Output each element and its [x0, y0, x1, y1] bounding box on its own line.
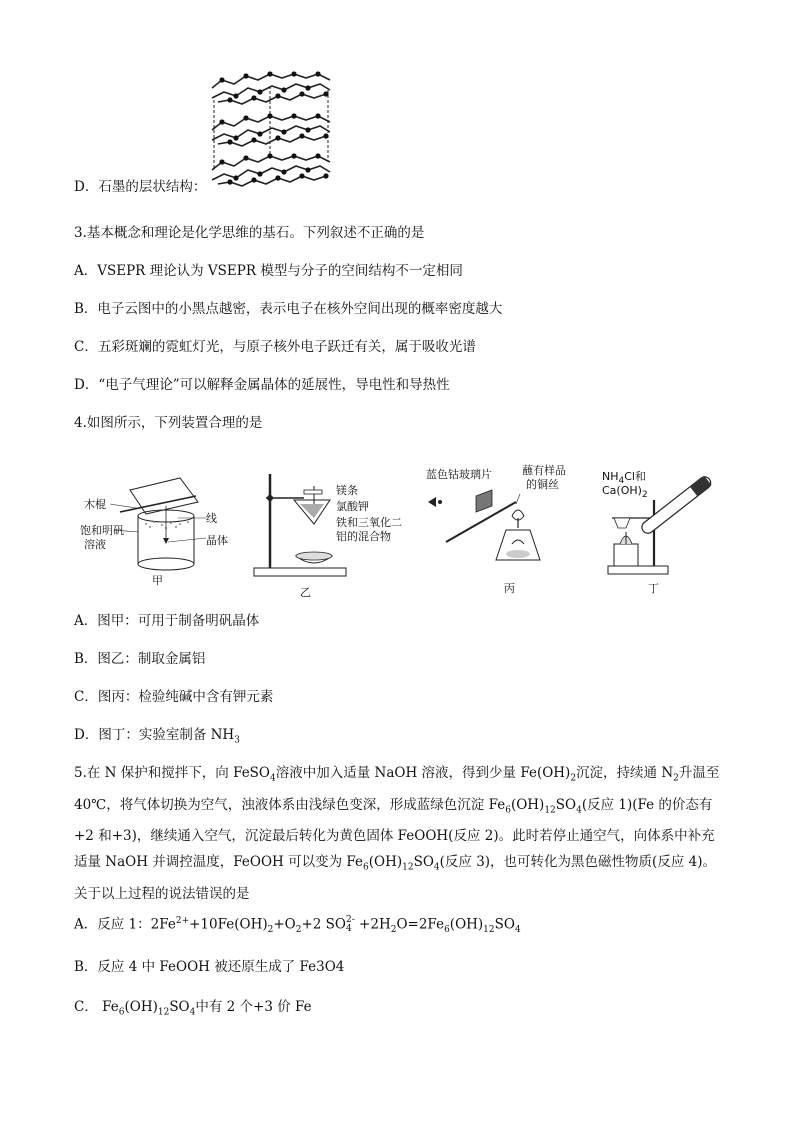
q2-option-d: D．石墨的层状结构：: [74, 179, 207, 195]
bing-label-glass: 蓝色钴玻璃片: [426, 468, 492, 481]
q5-option-c: C． $Fe_6(OH)_{12}SO_4$中有 2 个+3 价 Fe: [74, 999, 312, 1018]
ding-caption: 丁: [648, 582, 659, 595]
q4-stem: 4.如图所示，下列装置合理的是: [74, 415, 263, 431]
bing-label-wire-1: 蘸有样品: [522, 464, 566, 477]
q3-option-c: C．五彩斑斓的霓虹灯光，与原子核外电子跃迁有关，属于吸收光谱: [74, 339, 476, 355]
yi-label-kclo3: 氯酸钾: [336, 500, 369, 513]
ding-label-reagent-2: $Ca(OH)_2$: [602, 484, 648, 501]
q3-stem: 3.基本概念和理论是化学思维的基石。下列叙述不正确的是: [74, 225, 425, 241]
yi-caption: 乙: [300, 586, 311, 599]
jia-caption: 甲: [152, 574, 163, 587]
q4-option-d: D．图丁：实验室制备 $NH_3$: [74, 727, 240, 746]
yi-label-mix-2: 铝的混合物: [336, 530, 391, 543]
bing-label-wire-2: 的铜丝: [526, 478, 559, 491]
graphite-structure-figure: [208, 70, 336, 194]
jia-label-solution-1: 饱和明矾: [80, 524, 124, 537]
yi-label-mix-1: 铁和三氧化二: [336, 516, 402, 529]
q4-option-c: C．图丙：检验纯碱中含有钾元素: [74, 689, 274, 705]
q4-option-b: B．图乙：制取金属铝: [74, 651, 206, 667]
q5-option-a: A．反应 1：$2Fe^{2+}+10Fe(OH)_2+O_2+2$ SO 2- 4 $+2H_2O=2Fe_6(OH)_{12}SO_4$: [74, 915, 521, 936]
yi-label-mg: 镁条: [336, 484, 358, 497]
q3-option-d: D．“电子气理论”可以解释金属晶体的延展性，导电性和导热性: [74, 377, 450, 393]
jia-label-thread: 线: [206, 512, 217, 525]
jia-label-crystal: 晶体: [206, 534, 228, 547]
bing-caption: 丙: [504, 582, 515, 595]
q3-option-a: A．VSEPR 理论认为 VSEPR 模型与分子的空间结构不一定相同: [74, 263, 463, 279]
q4-option-a: A．图甲：可用于制备明矾晶体: [74, 613, 260, 629]
q5-option-b: B．反应 4 中 FeOOH 被还原生成了 Fe3O4: [74, 959, 345, 975]
jia-label-solution-2: 溶液: [84, 538, 106, 551]
jia-label-stick: 木棍: [84, 498, 106, 511]
q5-stem: 5.在 N 保护和搅拌下，向 FeSO$_4$溶液中加入适量 NaOH 溶液，得到少量 $Fe(OH)_2$沉淀，持续通 $N_2$升温至 40℃，将气体切换为空气，浊液体系由浅绿色变深，形成蓝绿色沉淀 $Fe_6(OH)_{12}SO_4$(反应 1)(Fe 的价态有+2 和+3)，继续通入空气，沉淀最后转化为黄色固体 FeOOH(反应 2)。此时若停止通空气，向体系中补充适量 NaOH 并调控温度，FeOOH 可以变为 $Fe_6(OH)_{12}SO_4$(反应 3)，也可转化为黑色磁性物质(反应 4)。关于以上过程的说法错误的是: [74, 765, 720, 903]
q3-option-b: B．电子云图中的小黑点越密，表示电子在核外空间出现的概率密度越大: [74, 301, 503, 317]
ding-label-reagent-1: $NH_4Cl$和: [602, 470, 646, 487]
